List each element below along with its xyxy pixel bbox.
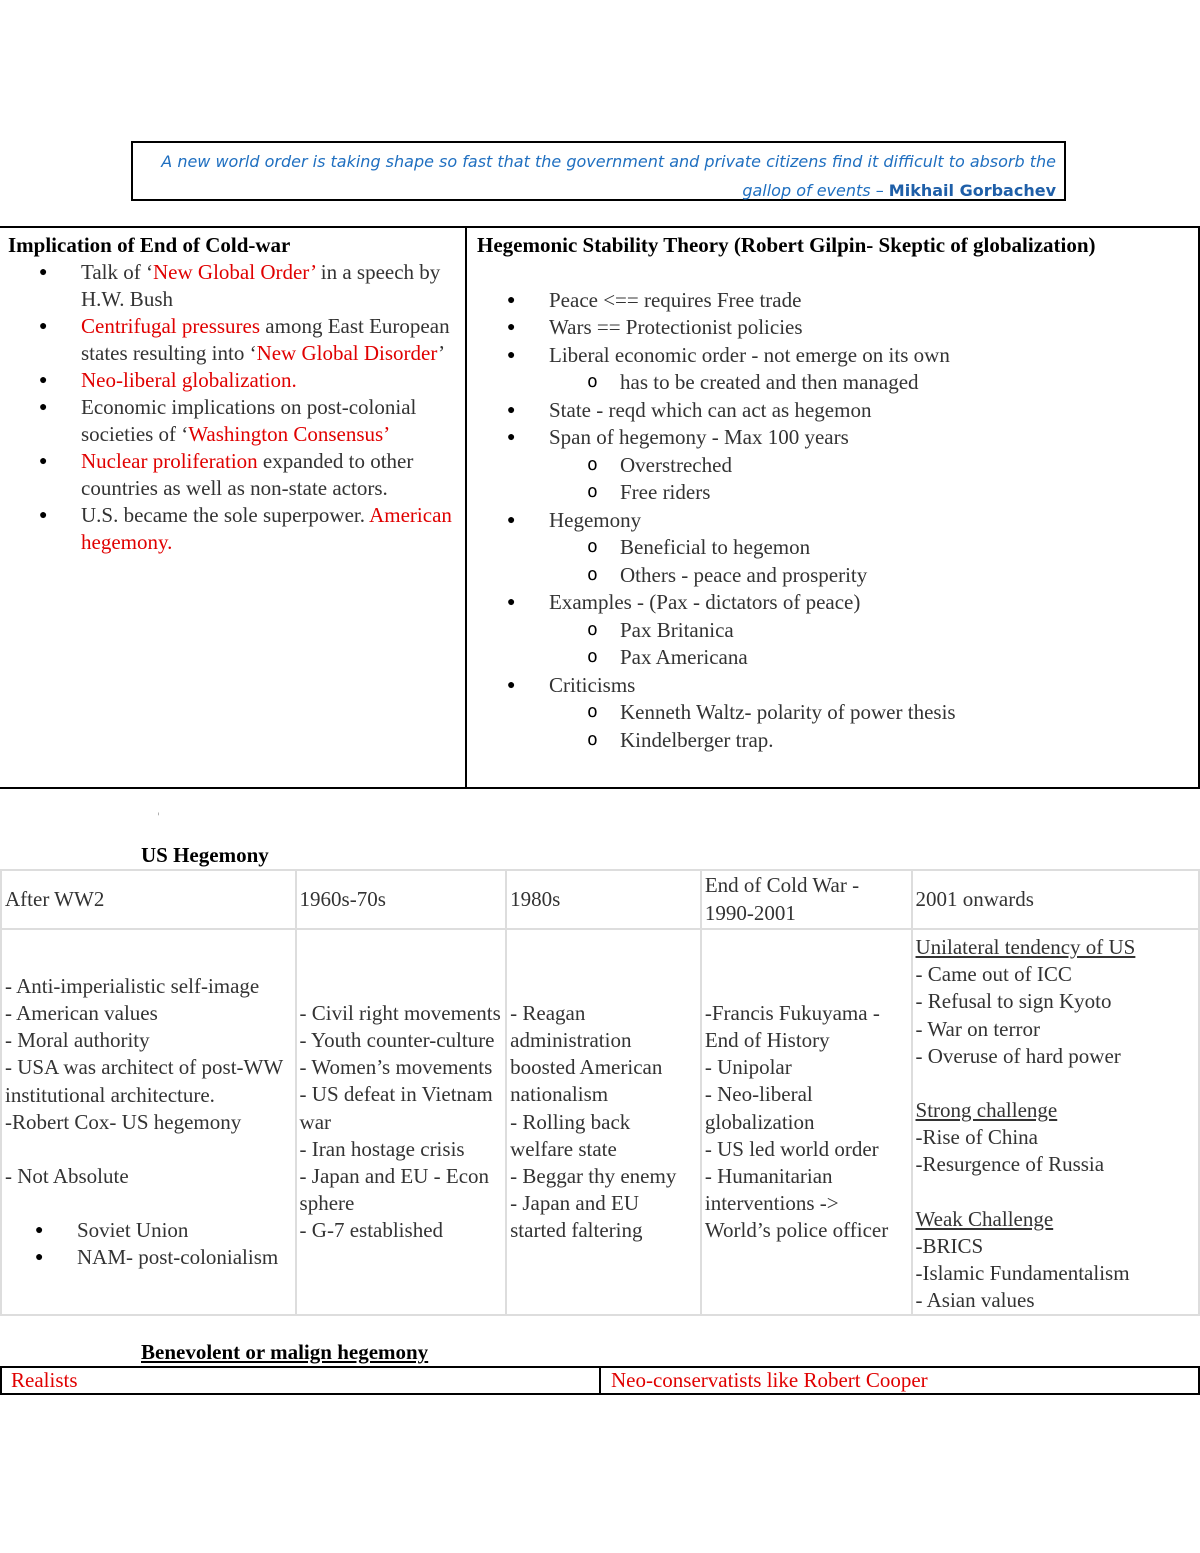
implication-text: among East European states resulting into ‘ bbox=[81, 314, 450, 365]
hegemony-line: - Unipolar bbox=[704, 1055, 792, 1080]
hegemony-line: - USA was architect of post-WW institutional architecture. bbox=[5, 1055, 283, 1107]
cold-war-implication-item bbox=[81, 313, 457, 367]
us-hegemony-title: US Hegemony bbox=[141, 843, 269, 867]
hegemony-line: -Islamic Fundamentalism bbox=[915, 1261, 1130, 1286]
implication-text: U.S. became the sole superpower. bbox=[81, 503, 370, 527]
cold-war-implication-item bbox=[81, 448, 457, 502]
hegemony-line: - Women’s movements bbox=[299, 1055, 493, 1080]
unilateral-list bbox=[916, 961, 1196, 1070]
quote-author: Mikhail Gorbachev bbox=[888, 181, 1056, 200]
implication-text: ’ bbox=[438, 341, 446, 365]
theory-point-text: Hegemony bbox=[549, 507, 642, 532]
theory-point-item bbox=[549, 507, 1188, 590]
cold-war-heading: Implication of End of Cold-war bbox=[8, 233, 291, 257]
implication-text: expanded to other countries as well as non-state actors. bbox=[81, 449, 414, 500]
cold-war-table bbox=[0, 226, 1200, 789]
hegemony-line: - Japan and EU - Econ sphere bbox=[299, 1164, 490, 1216]
theory-subpoint-item: o Others - peace and prosperity bbox=[620, 562, 1188, 590]
theory-subpoint-list bbox=[549, 617, 1188, 672]
theory-point-item bbox=[549, 672, 1188, 755]
theory-subpoint-item: o Pax Britanica bbox=[620, 617, 1188, 645]
after-ww2-cell bbox=[1, 929, 296, 1315]
hegemony-line: - US defeat in Vietnam war bbox=[299, 1082, 493, 1134]
cold-war-implication-item bbox=[81, 367, 457, 394]
implication-text: Neo-liberal globalization. bbox=[81, 368, 297, 392]
theory-subpoint-item: o Pax Americana bbox=[620, 644, 1188, 672]
cold-war-implication-item bbox=[81, 259, 457, 313]
theory-subpoint-item: o Kenneth Waltz- polarity of power thesis bbox=[620, 699, 1188, 727]
hegemony-line: - Anti-imperialistic self-image bbox=[5, 973, 260, 998]
neo-conservatists-cell: Neo-conservatists like Robert Cooper bbox=[611, 1368, 928, 1392]
hegemony-line: - War on terror bbox=[915, 1016, 1040, 1041]
implication-text: Talk of ‘ bbox=[81, 260, 154, 284]
1980s-list bbox=[510, 1000, 698, 1245]
hegemony-line: - Humanitarian interventions -> World’s police officer bbox=[704, 1164, 889, 1243]
theory-point-item bbox=[549, 397, 1188, 425]
implication-text: in a speech by H.W. Bush bbox=[81, 260, 441, 311]
hegemonic-stability-list bbox=[477, 287, 1188, 755]
cold-war-implications-cell bbox=[0, 228, 467, 787]
hegemony-line: -Resurgence of Russia bbox=[915, 1152, 1105, 1177]
implication-text: New Global Order’ bbox=[153, 260, 316, 284]
unilateral-heading: Unilateral tendency of US bbox=[915, 935, 1136, 959]
us-hegemony-header-row bbox=[1, 870, 1199, 929]
strong-challenge-list bbox=[916, 1124, 1196, 1178]
theory-subpoint-item: o Overstreched bbox=[620, 452, 1188, 480]
hegemony-line: - Came out of ICC bbox=[915, 962, 1072, 987]
theory-subpoint-list bbox=[549, 369, 1188, 397]
hegemonic-stability-cell bbox=[467, 228, 1200, 787]
hegemony-line: - Iran hostage crisis bbox=[299, 1136, 465, 1161]
hegemonic-stability-heading: Hegemonic Stability Theory (Robert Gilpin- Skeptic of globalization) bbox=[477, 233, 1096, 257]
theory-point-text: Wars == Protectionist policies bbox=[549, 315, 803, 339]
theory-point-text: Criticisms bbox=[549, 672, 636, 697]
quote-box bbox=[131, 141, 1066, 201]
hegemony-line: - Reagan administration boosted American nationalism bbox=[510, 1000, 663, 1107]
implication-text: Washington Consensus’ bbox=[188, 422, 391, 446]
hegemony-line: -Francis Fukuyama - End of History bbox=[704, 1000, 880, 1052]
period-column-header: End of Cold War - 1990-2001 bbox=[701, 870, 912, 929]
hegemony-line: -Robert Cox- US hegemony bbox=[5, 1109, 242, 1134]
period-column-header: 1980s bbox=[506, 870, 701, 929]
after-ww2-list bbox=[5, 973, 293, 1190]
hegemony-line bbox=[5, 1136, 293, 1163]
theory-subpoint-list bbox=[549, 699, 1188, 754]
hegemony-line: -BRICS bbox=[915, 1233, 984, 1258]
implication-text: American hegemony. bbox=[81, 503, 452, 554]
theory-subpoint-list bbox=[549, 452, 1188, 507]
theory-point-item bbox=[549, 314, 1188, 342]
theory-subpoint-list bbox=[549, 534, 1188, 589]
theory-point-item bbox=[549, 287, 1188, 315]
hegemony-line: - G-7 established bbox=[299, 1218, 444, 1243]
implication-text: New Global Disorder bbox=[256, 341, 439, 365]
theory-subpoint-item: o Free riders bbox=[620, 479, 1188, 507]
strong-challenge-heading: Strong challenge bbox=[915, 1098, 1058, 1123]
theory-point-text: Liberal economic order - not emerge on its own bbox=[549, 342, 950, 367]
1980s-cell bbox=[506, 929, 701, 1315]
theory-point-item bbox=[549, 424, 1188, 507]
benevolent-table bbox=[0, 1366, 1200, 1395]
cold-war-implication-item bbox=[81, 502, 457, 556]
us-hegemony-body-row bbox=[1, 929, 1199, 1315]
implication-text: Centrifugal pressures bbox=[81, 314, 261, 338]
hegemony-line: - Civil right movements bbox=[299, 1000, 501, 1025]
hegemony-line: - Moral authority bbox=[5, 1028, 150, 1053]
benevolent-title: Benevolent or malign hegemony bbox=[141, 1340, 429, 1364]
hegemony-line: - Neo-liberal globalization bbox=[704, 1082, 815, 1134]
2001-onwards-cell bbox=[912, 929, 1199, 1315]
implication-text: Economic implications on post-colonial societies of ‘ bbox=[81, 395, 417, 446]
theory-subpoint-item: o has to be created and then managed bbox=[620, 369, 1188, 397]
hegemony-line: - Not Absolute bbox=[5, 1164, 129, 1189]
theory-point-text: Span of hegemony - Max 100 years bbox=[549, 425, 849, 449]
stray-mark: ' bbox=[157, 812, 160, 823]
weak-challenge-list bbox=[916, 1233, 1196, 1315]
weak-challenge-heading: Weak Challenge bbox=[915, 1206, 1054, 1231]
cold-war-implication-item bbox=[81, 394, 457, 448]
end-of-cold-war-cell bbox=[701, 929, 912, 1315]
hegemony-line: - Japan and EU started faltering bbox=[510, 1191, 643, 1243]
theory-subpoint-item: o Beneficial to hegemon bbox=[620, 534, 1188, 562]
theory-point-item bbox=[549, 589, 1188, 672]
theory-point-text: Peace <== requires Free trade bbox=[549, 287, 802, 312]
us-hegemony-table bbox=[0, 869, 1200, 1316]
hegemony-line: - Refusal to sign Kyoto bbox=[915, 989, 1112, 1014]
not-absolute-item: ● Soviet Union bbox=[77, 1217, 293, 1244]
hegemony-line: - Asian values bbox=[915, 1288, 1035, 1313]
hegemony-line: - Beggar thy enemy bbox=[510, 1164, 677, 1189]
period-column-header: 1960s-70s bbox=[296, 870, 507, 929]
cold-war-implications-list bbox=[8, 259, 457, 556]
implication-text: Nuclear proliferation bbox=[81, 449, 258, 473]
theory-subpoint-item: o Kindelberger trap. bbox=[620, 727, 1188, 755]
quote-text: A new world order is taking shape so fast that the government and private citizens find it difficult to absorb the gallop of events – bbox=[161, 152, 1056, 200]
1960s-70s-cell bbox=[296, 929, 507, 1315]
hegemony-line: - US led world order bbox=[704, 1136, 879, 1161]
not-absolute-list bbox=[5, 1217, 293, 1271]
hegemony-line: - Rolling back welfare state bbox=[510, 1109, 631, 1161]
not-absolute-item: ● NAM- post-colonialism bbox=[77, 1244, 293, 1271]
theory-point-item bbox=[549, 342, 1188, 397]
hegemony-line: -Rise of China bbox=[915, 1125, 1038, 1150]
hegemony-line: - Youth counter-culture bbox=[299, 1028, 495, 1052]
theory-point-text: State - reqd which can act as hegemon bbox=[549, 397, 872, 422]
theory-point-text: Examples - (Pax - dictators of peace) bbox=[549, 590, 861, 614]
period-column-header: After WW2 bbox=[1, 870, 296, 929]
hegemony-line: - Overuse of hard power bbox=[915, 1043, 1121, 1068]
1960s-70s-list bbox=[300, 1000, 504, 1245]
end-of-cold-war-list bbox=[705, 1000, 909, 1245]
realists-cell: Realists bbox=[2, 1368, 601, 1393]
hegemony-line: - American values bbox=[5, 1001, 158, 1025]
period-column-header: 2001 onwards bbox=[912, 870, 1199, 929]
